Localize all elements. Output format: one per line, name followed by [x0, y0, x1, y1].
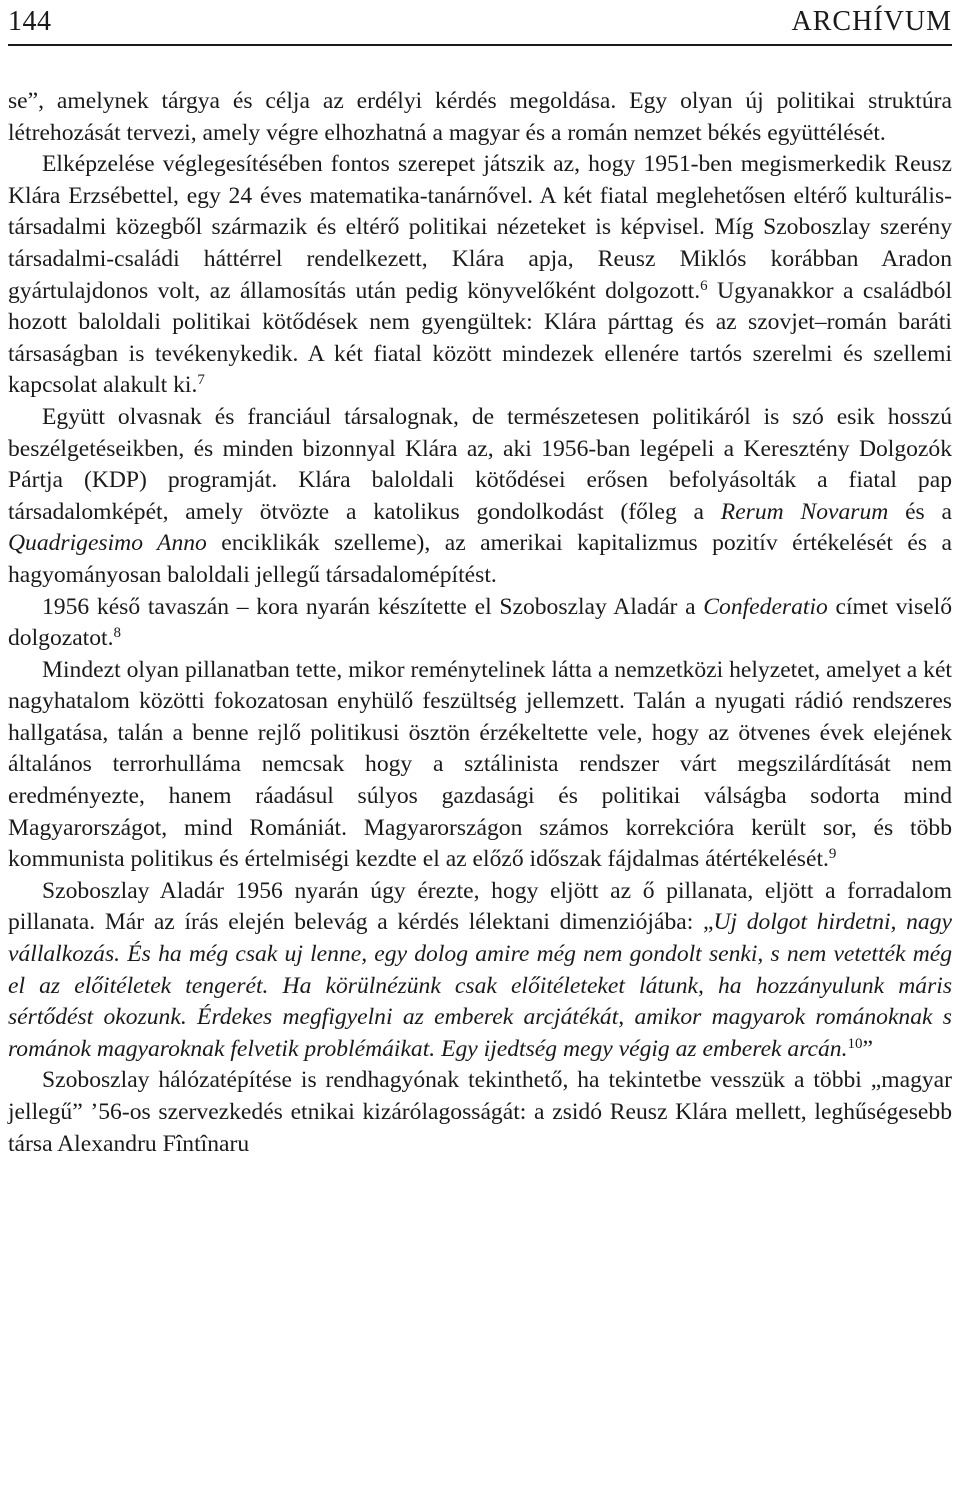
text-run: Elképzelése véglegesítésében fontos szerepet játszik az, hogy 1951-ben megismerkedik Reusz Klára Erzsébettel, egy 24 éves matematika-tanárnővel. A két fiatal meglehetősen eltérő kulturális-társadalmi közegből származik és eltérő politikai nézeteket is képvisel. Míg Szoboszlay szerény társadalmi-családi háttérrel rendelkezett, Klára apja, Reusz Miklós korábban Aradon gyártulajdonos volt, az államosítás után pedig könyvelőként dolgozott.	[8, 151, 952, 304]
text-run: ”	[862, 1035, 873, 1062]
header-rule	[8, 44, 952, 46]
text-run: Együtt olvasnak és franciául társalognak, de természetesen politikáról is szó esik hosszú beszélgetéseikben, és minden bizonnyal Klára az, aki 1956-ban legépeli a Keresztény Dolgozók Pártja (KDP) programját. Klára baloldali kötődései erősen befolyásolták a fiatal pap társadalomképét, amely ötvözte a katolikus gondolkodást (főleg a	[8, 403, 952, 525]
paragraph	[8, 876, 952, 1066]
book-page	[8, 0, 952, 1497]
paragraph	[8, 592, 952, 655]
text-run: Mindezt olyan pillanatban tette, mikor reménytelinek látta a nemzetközi helyzetet, amelyet a két nagyhatalom közötti fokozatosan enyhülő feszültség jellemzett. Talán a nyugati rádió rendszeres hallgatása, talán a benne rejlő politikusi ösztön érzékeltette vele, hogy az ötvenes évek elejének általános terrorhulláma nemcsak hogy a sztálinista rendszer várt megszilárdítását nem eredményezte, hanem ráadásul súlyos gazdasági és politikai válságba sodorta mind Magyarországot, mind Romániát. Magyarországon számos korrekcióra került sor, és több kommunista politikus és értelmiségi kezdte el az előző időszak fájdalmas átértékelését.	[8, 656, 952, 873]
footnote-marker: 6	[700, 277, 708, 294]
footnote-marker: 9	[828, 846, 837, 863]
italic-text-run: Rerum Novarum	[720, 498, 889, 525]
paragraph	[8, 402, 952, 592]
text-run: se”, amelynek tárgya és célja az erdélyi kérdés megoldása. Egy olyan új politikai struktúra létrehozását tervezi, amely végre elhozhatná a magyar és a román nemzet békés együttélését.	[8, 88, 952, 146]
page-number: 144	[8, 6, 52, 37]
text-run: 1956 késő tavaszán – kora nyarán készítette el Szoboszlay Aladár a	[42, 593, 704, 620]
running-header	[8, 0, 952, 42]
footnote-marker: 8	[113, 625, 121, 642]
text-run: enciklikák szelleme), az amerikai kapitalizmus pozitív értékelését és a hagyományosan baloldali jellegű társadalomépítést.	[8, 530, 952, 588]
paragraph	[8, 86, 952, 149]
body-text	[8, 86, 952, 1160]
running-title: ARCHÍVUM	[791, 6, 952, 37]
text-run: Ugyanakkor a családból hozott baloldali politikai kötődések nem gyengültek: Klára párttag és az szovjet–román baráti társaságban is tevékenykedik. A két fiatal között mindezek ellenére tartós szerelmi és szellemi kapcsolat alakult ki.	[8, 277, 952, 399]
italic-text-run: Uj dolgot hirdetni, nagy vállalkozás. És ha még csak uj lenne, egy dolog amire még nem gondolt senki, s nem vetették még el az előitéletek tengerét. Ha körülnézünk csak előitéleteket látunk, ha hozzányulunk máris sértődést okozunk. Érdekes megfigyelni az emberek arcjátékát, amikor magyarok románoknak s románok magyaroknak felvetik problémáikat. Egy ijedtség megy végig az emberek arcán.	[8, 909, 952, 1062]
paragraph	[8, 1065, 952, 1160]
text-run: Szoboszlay hálózatépítése is rendhagyónak tekinthető, ha tekintetbe vesszük a többi „magyar jellegű” ’56-os szervezkedés etnikai kizárólagosságát: a zsidó Reusz Klára mellett, leghűségesebb társa Alexandru Fîntînaru	[8, 1067, 952, 1157]
footnote-marker: 7	[197, 372, 205, 389]
italic-text-run: Quadrigesimo Anno	[8, 530, 207, 557]
text-run: címet viselő dolgozatot.	[8, 593, 952, 652]
paragraph	[8, 655, 952, 876]
text-run: Szoboszlay Aladár 1956 nyarán úgy érezte, hogy eljött az ő pillanata, eljött a forradalom pillanata. Már az írás elején belevág a kérdés lélektani dimenziójába: „	[8, 877, 952, 936]
italic-text-run: Confederatio	[703, 593, 828, 620]
footnote-marker: 10	[847, 1035, 863, 1052]
paragraph	[8, 149, 952, 402]
text-run: és a	[888, 498, 952, 525]
